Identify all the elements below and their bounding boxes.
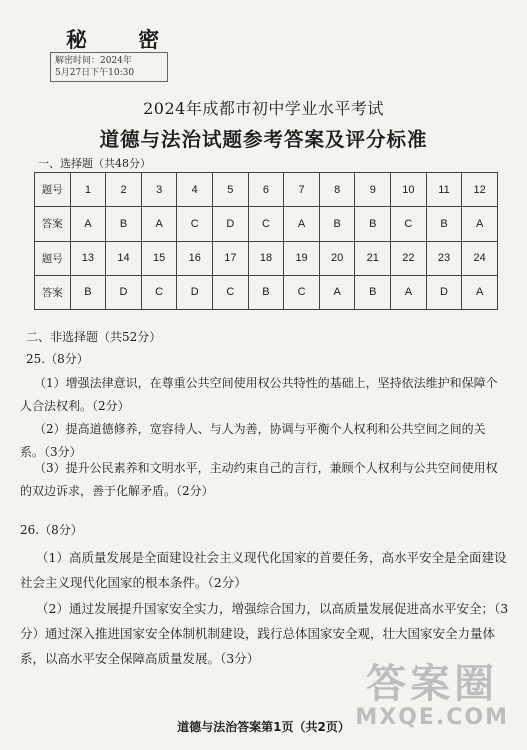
question-number: 10 [391, 173, 427, 207]
answer-cell: D [177, 275, 213, 309]
question-26-part1: （1）高质量发展是全面建设社会主义现代化国家的首要任务，高水平安全是全面建设社会主义现代化国家的根本条件。（2分） [20, 550, 507, 590]
question-number: 16 [177, 241, 213, 275]
question-number: 2 [106, 173, 142, 207]
question-number: 22 [391, 241, 427, 275]
question-number: 18 [248, 241, 284, 275]
question-number: 1 [70, 173, 106, 207]
question-25-part2: （2）提高道德修养，宽容待人、与人为善，协调与平衡个人权利和公共空间之间的关系。（3分） [20, 422, 486, 459]
answer-cell: A [391, 275, 427, 309]
question-number: 17 [213, 241, 249, 275]
watermark-line1: 答案圈 [366, 661, 499, 707]
question-number: 23 [426, 241, 462, 275]
watermark-line2: MXQE.COM [355, 705, 509, 730]
answer-cell: B [355, 207, 391, 241]
answer-cell: A [319, 275, 355, 309]
answer-cell: A [462, 207, 498, 241]
row-label-number: 题号 [35, 241, 71, 275]
question-number: 3 [141, 173, 177, 207]
answer-cell: C [248, 207, 284, 241]
answer-cell: C [284, 275, 320, 309]
table-row [35, 241, 498, 275]
question-number: 6 [248, 173, 284, 207]
answer-cell: D [213, 207, 249, 241]
decrypt-time-line2: 5月27日下午10:30 [55, 68, 135, 78]
paper-title: 道德与法治试题参考答案及评分标准 [99, 128, 428, 151]
question-number: 5 [213, 173, 249, 207]
question-number: 4 [177, 173, 213, 207]
answer-table [34, 172, 498, 310]
decrypt-time-line1: 解密时间：2024年 [55, 56, 132, 66]
question-number: 12 [462, 173, 498, 207]
section1-heading: 一、选择题（共48分） [38, 157, 151, 170]
answer-cell: C [213, 275, 249, 309]
question-26-part2: （2）通过发展提升国家安全实力，增强综合国力，以高质量发展促进高水平安全；（3分）通过深入推进国家安全体制机制建设，践行总体国家安全观，壮大国家安全力量体系，以高水平安全保障高质量发展。（3分） [20, 601, 509, 666]
question-number: 19 [284, 241, 320, 275]
answer-cell: A [70, 207, 106, 241]
question-number: 8 [319, 173, 355, 207]
answer-cell: B [70, 275, 106, 309]
question-number: 13 [70, 241, 106, 275]
question-25-part1: （1）增强法律意识，在尊重公共空间使用权公共特性的基础上，坚持依法维护和保障个人合法权利。（2分） [20, 376, 498, 413]
page-footer: 道德与法治答案第1页（共2页） [177, 720, 350, 734]
question-26-number: 26.（8分） [20, 523, 83, 537]
exam-title: 2024年成都市初中学业水平考试 [143, 99, 384, 118]
table-row [35, 173, 498, 207]
table-row [35, 275, 498, 309]
answer-cell: A [284, 207, 320, 241]
answer-cell: D [426, 275, 462, 309]
question-25-part3: （3）提升公民素养和文明水平，主动约束自己的言行，兼顾个人权利与公共空间使用权的双边诉求，善于化解矛盾。（2分） [20, 461, 498, 498]
answer-cell: B [106, 207, 142, 241]
table-row [35, 207, 498, 241]
answer-cell: B [248, 275, 284, 309]
answer-cell: A [462, 275, 498, 309]
row-label-answer: 答案 [35, 207, 71, 241]
answer-cell: C [141, 275, 177, 309]
answer-cell: B [319, 207, 355, 241]
question-number: 9 [355, 173, 391, 207]
answer-cell: C [391, 207, 427, 241]
answer-cell: C [177, 207, 213, 241]
question-number: 15 [141, 241, 177, 275]
question-number: 24 [462, 241, 498, 275]
question-number: 11 [426, 173, 462, 207]
question-25-number: 25.（8分） [26, 352, 89, 366]
decrypt-time-box [50, 52, 168, 82]
answer-cell: B [426, 207, 462, 241]
answer-cell: A [141, 207, 177, 241]
answer-cell: D [106, 275, 142, 309]
question-number: 7 [284, 173, 320, 207]
question-number: 21 [355, 241, 391, 275]
question-number: 20 [319, 241, 355, 275]
section2-heading: 二、非选择题（共52分） [26, 330, 162, 344]
question-number: 14 [106, 241, 142, 275]
row-label-number: 题号 [35, 173, 71, 207]
secret-label: 秘 密 [66, 28, 182, 52]
answer-cell: B [355, 275, 391, 309]
row-label-answer: 答案 [35, 275, 71, 309]
